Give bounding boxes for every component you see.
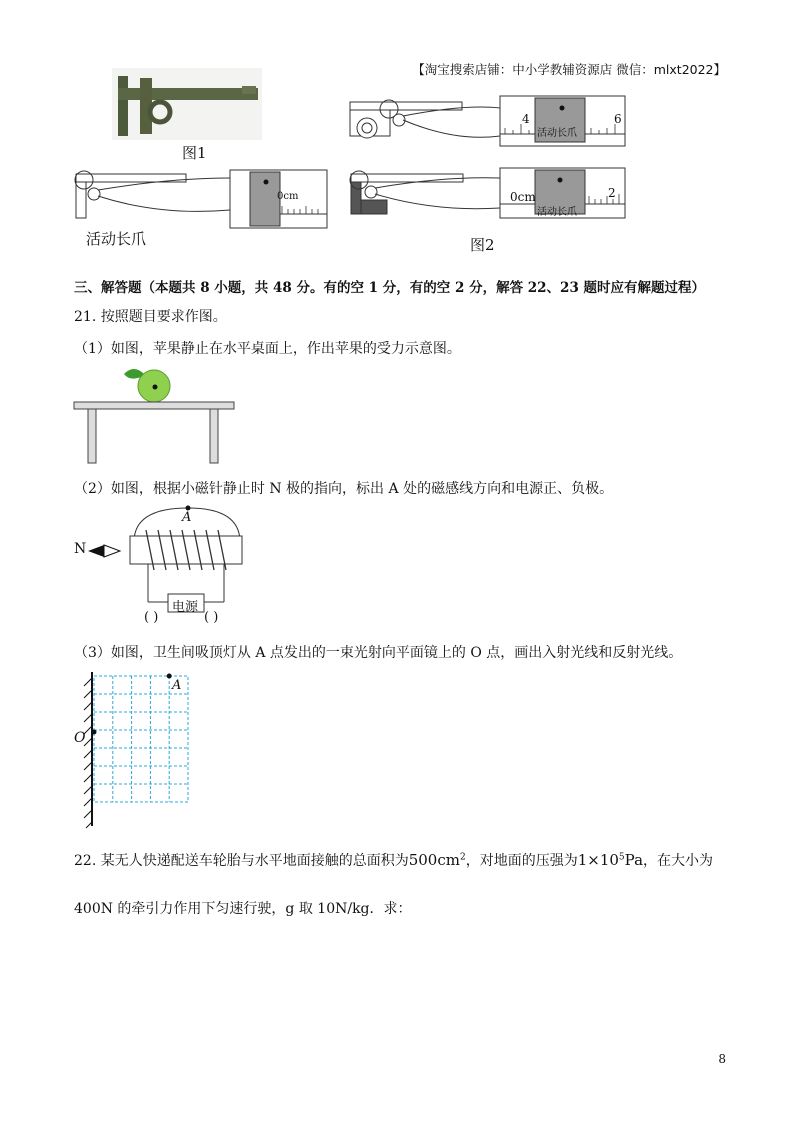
figure-2-bottom-right-caliper [345, 164, 630, 224]
section-title: 三、解答题（本题共 8 小题，共 48 分。有的空 1 分，有的空 2 分，解答 22、23 题时应有解题过程） [74, 280, 706, 296]
power-source-label: 电源 [172, 600, 199, 615]
figure-1-caliper-photo [112, 68, 262, 140]
active-jaw-label: 活动长爪 [86, 230, 147, 248]
compass-needle-icon [86, 544, 122, 558]
pressure-unit: Pa [624, 851, 644, 869]
page-number: 8 [718, 1052, 726, 1066]
scale-label-0cm-left: 0cm [277, 191, 299, 202]
q21-part3: （3）如图，卫生间吸顶灯从 A 点发出的一束光射向平面镜上的 O 点，画出入射光线和反射光线。 [74, 645, 683, 661]
label-A-grid: A [172, 678, 182, 693]
area-exponent: 2 [459, 852, 466, 863]
label-N: N [74, 541, 87, 557]
figure-2-caption: 图2 [470, 236, 495, 254]
q22-line1 [74, 850, 713, 870]
scale-label-6: 6 [614, 112, 622, 126]
q22-text-b: ，对地面的压强为 [465, 853, 578, 869]
power-paren-right: ( ) [204, 610, 219, 625]
power-paren-left: ( ) [144, 610, 159, 625]
figure-1-caption: 图1 [182, 144, 207, 162]
area-value: 500cm [408, 851, 460, 869]
shop-header-note: 【淘宝搜索店铺：中小学教辅资源店 微信：mlxt2022】 [412, 62, 726, 77]
label-A-solenoid: A [182, 510, 192, 525]
scale-label-2: 2 [608, 186, 616, 200]
q21-stem: 21. 按照题目要求作图。 [74, 309, 227, 325]
q22-text-a: 22. 某无人快递配送车轮胎与水平地面接触的总面积为 [74, 853, 409, 869]
scale-label-4: 4 [522, 112, 530, 126]
q22-text-c: ，在大小为 [643, 853, 714, 869]
active-jaw-small-top: 活动长爪 [537, 128, 577, 139]
q21-part1: （1）如图，苹果静止在水平桌面上，作出苹果的受力示意图。 [74, 341, 461, 357]
pressure-coef: 1×10 [577, 851, 619, 869]
label-O: O [74, 730, 86, 746]
scale-label-0cm-right: 0cm [510, 190, 536, 204]
pressure-exponent: 5 [618, 852, 625, 863]
figure-2-top-caliper [345, 94, 630, 152]
q21-part2: （2）如图，根据小磁针静止时 N 极的指向，标出 A 处的磁感线方向和电源正、负极。 [74, 481, 614, 497]
q22-line2: 400N 的牵引力作用下匀速行驶，g 取 10N/kg．求： [74, 901, 412, 917]
active-jaw-small-bottom: 活动长爪 [537, 207, 577, 218]
apple-on-table-figure [72, 360, 242, 466]
